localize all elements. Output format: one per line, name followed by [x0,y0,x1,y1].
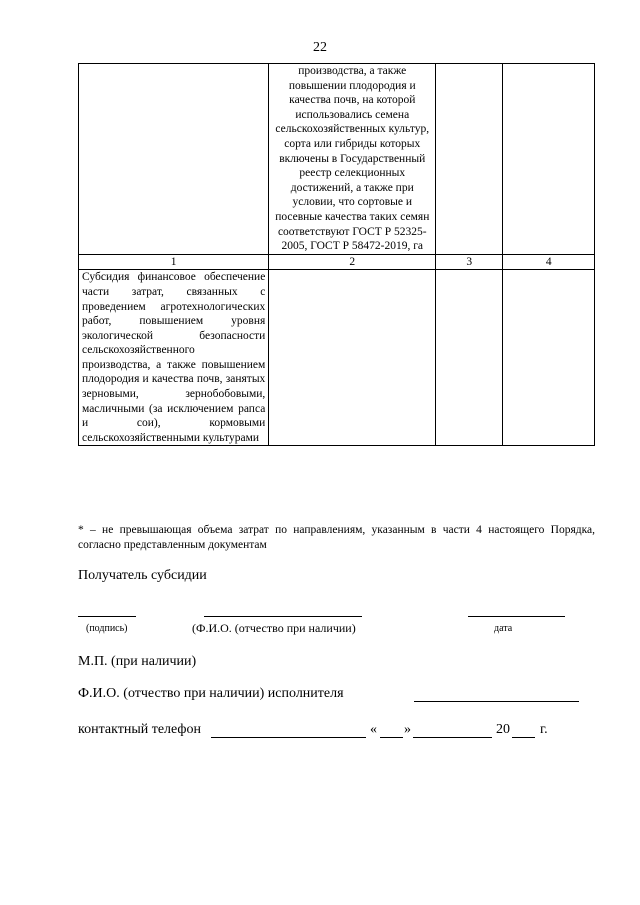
table-row [79,270,595,446]
date-caption: дата [494,623,513,634]
column-number: 1 [79,254,269,270]
phone-label: контактный телефон [78,722,201,737]
table-cell [436,270,503,446]
continuation-cell: производства, а также повышении плодородия и качества почв, на которой использовались семена сельскохозяйственных культур, сорта или гибриды которых включены в Государственный реестр селекционных достижений, а также при условии, что сортовые и посевные качества таких семян соответствуют ГОСТ Р 52325-2005, ГОСТ Р 58472-2019, га [269,64,436,255]
month-line [413,737,492,738]
subsidy-description-cell: Субсидия финансовое обеспечение части затрат, связанных с проведением агротехнологических работ, повышением уровня экологической безопасности сельскохозяйственного производства, а также повышением плодородия и качества почв, занятых зерновыми, зернобобовыми, масличными (за исключением рапса и сои), кормовыми сельскохозяйственными культурами [79,270,269,446]
fio-line [204,616,362,617]
year-prefix: 20 [496,722,510,737]
column-number: 4 [503,254,595,270]
table-cell [79,64,269,255]
fio-caption: (Ф.И.О. (отчество при наличии) [192,621,356,635]
signature-caption: (подпись) [86,623,128,634]
table-cell [269,270,436,446]
table-cell [503,270,595,446]
quote-close: » [404,722,411,737]
table-cell [503,64,595,255]
quote-open: « [370,722,377,737]
column-number-row [79,254,595,270]
subsidy-table [78,63,595,446]
column-number: 3 [436,254,503,270]
year-suffix: г. [540,722,548,737]
table-cell [436,64,503,255]
year-line [512,737,535,738]
executor-label: Ф.И.О. (отчество при наличии) исполнителя [78,686,344,701]
column-number: 2 [269,254,436,270]
page-number: 22 [313,40,327,55]
date-line [468,616,565,617]
recipient-label: Получатель субсидии [78,568,207,583]
executor-line [414,701,579,702]
table-row [79,64,595,255]
phone-line [211,737,366,738]
footnote: * – не превышающая объема затрат по направлениям, указанным в части 4 настоящего Порядка, согласно представленным документам [78,524,595,551]
day-line [380,737,403,738]
seal-label: М.П. (при наличии) [78,654,197,669]
signature-line [78,616,136,617]
